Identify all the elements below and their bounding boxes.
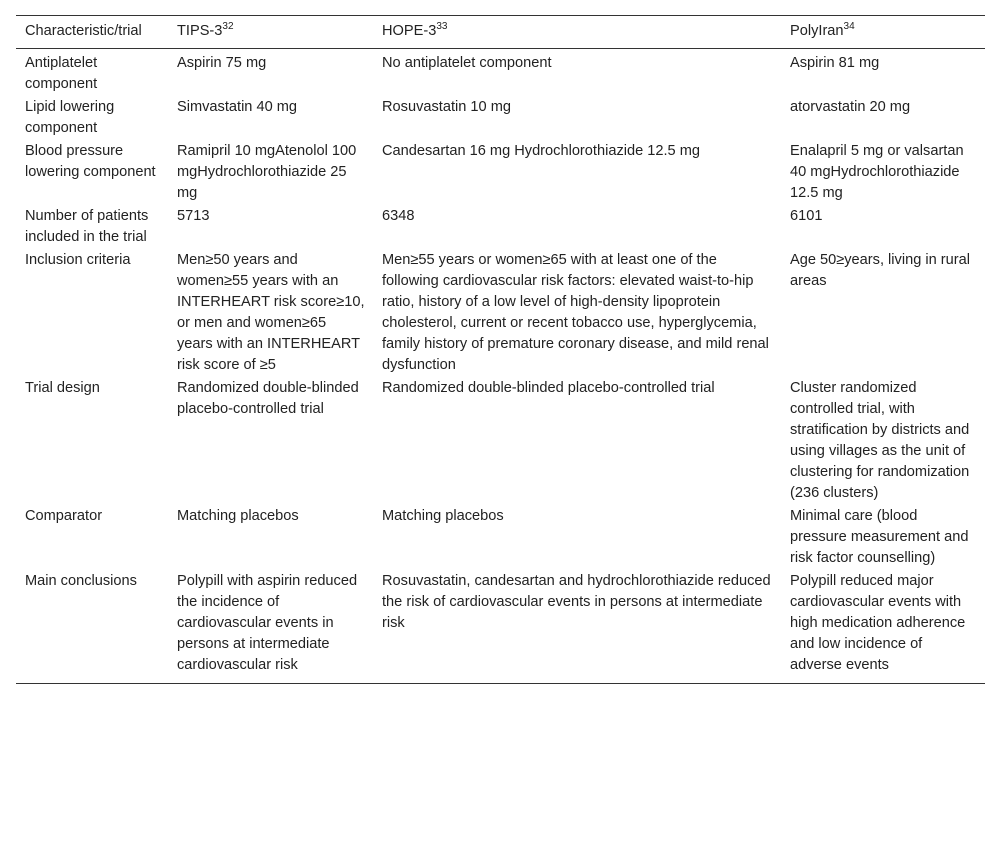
table-header-row [16,16,985,49]
comparison-table-container [16,15,985,684]
row-label: Blood pressure lowering component [25,143,156,180]
cell-hope3: Randomized double-blinded placebo-controlled trial [382,380,715,396]
row-label: Inclusion criteria [25,252,131,268]
cell-polyiran: Minimal care (blood pressure measurement and risk factor counselling) [790,508,969,566]
cell-tips3: Randomized double-blinded placebo-controlled trial [177,380,359,417]
cell-polyiran: Cluster randomized controlled trial, with stratification by districts and using villages as the unit of clustering for randomization (236 clusters) [790,380,970,501]
cell-hope3: Candesartan 16 mg Hydrochlorothiazide 12.5 mg [382,143,700,159]
cell-hope3: 6348 [382,208,415,224]
cell-polyiran: Polypill reduced major cardiovascular events with high medication adherence and low incidence of adverse events [790,573,966,673]
table-row [16,505,985,570]
cell-tips3: Ramipril 10 mgAtenolol 100 mgHydrochlorothiazide 25 mg [177,143,357,201]
row-label: Antiplatelet component [25,55,98,92]
cell-hope3: Matching placebos [382,508,504,524]
cell-tips3: Men≥50 years and women≥55 years with an INTERHEART risk score≥10, or men and women≥65 years with an INTERHEART risk score of ≥5 [177,252,365,373]
table-row [16,96,985,140]
cell-tips3: Matching placebos [177,508,299,524]
row-label: Lipid lowering component [25,99,115,136]
cell-tips3: Aspirin 75 mg [177,55,267,71]
row-label: Main conclusions [25,573,137,589]
cell-polyiran: Enalapril 5 mg or valsartan 40 mgHydrochlorothiazide 12.5 mg [790,143,964,201]
header-polyiran: PolyIran$^{34}$ [790,21,855,39]
row-label: Trial design [25,380,100,396]
header-characteristic: Characteristic/trial [25,23,142,39]
cell-polyiran: Aspirin 81 mg [790,55,880,71]
header-tips3: TIPS-$3^{32}$ [177,21,234,39]
table-row [16,49,985,97]
cell-polyiran: atorvastatin 20 mg [790,99,911,115]
header-hope3: HOPE-$3^{33}$ [382,21,448,39]
cell-hope3: No antiplatelet component [382,55,552,71]
cell-hope3: Men≥55 years or women≥65 with at least one of the following cardiovascular risk factors: elevated waist-to-hip ratio, history of a low level of high-density lipoprotein cholesterol, current or recent tobacco use, hyperglycemia, family history of premature coronary disease, and mild renal dysfunction [382,252,769,373]
cell-tips3: Polypill with aspirin reduced the incidence of cardiovascular events in persons at intermediate cardiovascular risk [177,573,358,673]
trial-comparison-table [16,15,985,684]
table-row [16,140,985,205]
row-label: Number of patients included in the trial [25,208,149,245]
cell-tips3: 5713 [177,208,210,224]
row-label: Comparator [25,508,103,524]
table-row [16,377,985,505]
cell-tips3: Simvastatin 40 mg [177,99,298,115]
table-row [16,570,985,684]
cell-polyiran: 6101 [790,208,823,224]
table-row [16,249,985,377]
cell-hope3: Rosuvastatin, candesartan and hydrochlorothiazide reduced the risk of cardiovascular events in persons at intermediate risk [382,573,771,631]
cell-hope3: Rosuvastatin 10 mg [382,99,511,115]
cell-polyiran: Age 50≥years, living in rural areas [790,252,970,289]
table-row [16,205,985,249]
